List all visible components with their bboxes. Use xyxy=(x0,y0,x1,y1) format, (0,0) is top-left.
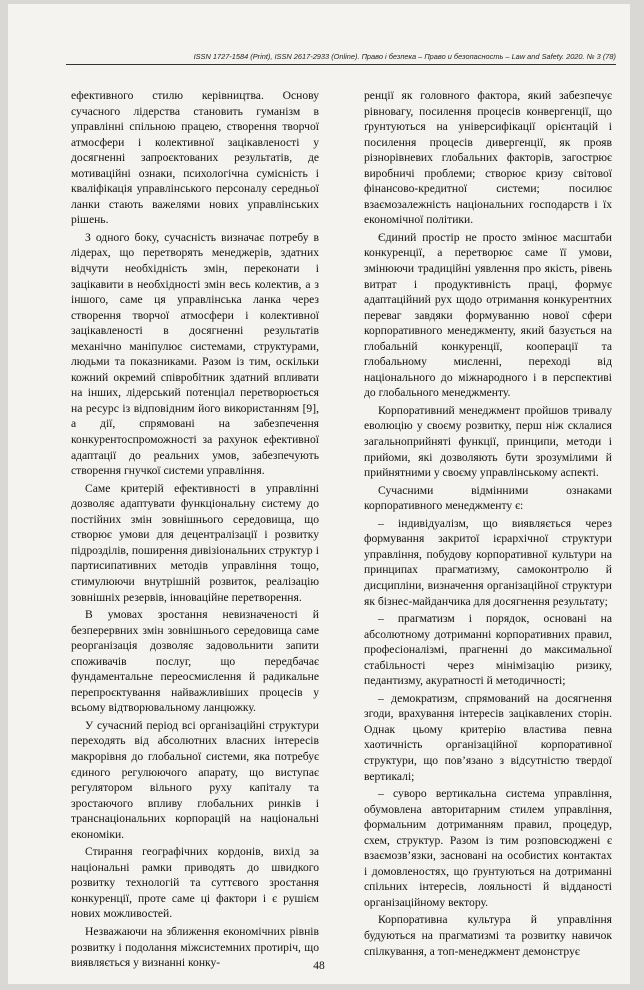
paragraph: Корпоративний менеджмент пройшов тривалу еволюцію у своєму розвитку, перш ніж склалися загальноприйняті функції, принципи, методи і прийоми, які дозволяють бути зрозумілими й прийнятними у своєму управлінському аспекті. xyxy=(364,403,612,480)
list-item: – демократизм, спрямований на досягнення згоди, врахування інтересів зацікавлених сторін. Однак цьому критерію властива певна хаотичність організаційної корпоративної структури, що пов’язано з відсутністю твердої вертикалі; xyxy=(364,691,612,783)
paragraph: Корпоративна культура й управління будуються на прагматизмі та розвитку навичок спілкування, а топ-менеджмент демонструє xyxy=(364,913,612,958)
paragraph: З одного боку, сучасність визначає потребу в лідерах, що перетворять менеджерів, здатних відчути необхідність змін, переконати і зацікавити в необхідності змін весь колектив, а з іншого, саме ця управлінська ланка через створення творчої атмосфери і колективної зацікавленості в досягненні результатів механічно маніпулює системами, структурами, людьми та показниками. Разом із тим, оскільки кожний окремий співробітник здатний впливати на інших, лідерський потенціал перетворюється на ресурс із відповідним його використанням [9], а дії, спрямовані на забезпечення конкурентоспроможності за рахунок ефективної адаптації до реальних умов, забезпечують створення гнучкої системи управління. xyxy=(71,230,319,478)
paragraph: Незважаючи на зближення економічних рівнів розвитку і подолання міжсистемних протиріч, що виявляється у визнанні конку- xyxy=(71,924,319,970)
paragraph: В умовах зростання невизначеності й безперервних змін зовнішнього середовища саме реорганізація дозволяє задовольнити запити споживачів послуг, що передбачає фундаментальне переосмислення й радикальне перепроєктування найважливіших процесів у всьому відтворювальному ланцюжку. xyxy=(71,608,319,715)
right-column xyxy=(364,88,612,961)
list-item: – індивідуалізм, що виявляється через формування закритої ієрархічної структури управління, побудову корпоративної культури на принципах прагматизму, самоконтролю й дисципліни, визначення організаційної структури як бізнес-майданчика для досягнення результату; xyxy=(364,516,612,608)
left-column xyxy=(71,88,319,973)
paragraph: Саме критерій ефективності в управлінні дозволяє адаптувати функціональну систему до постійних змін зовнішнього середовища, що створює умови для децентралізації і розвитку підрозділів, поширення дивізіональних структур і партисипативних методів управління тощо, стимулюючи внутрішній розвиток, реалізацію зовнішніх резервів, інноваційне перетворення. xyxy=(71,481,319,604)
paragraph: ефективного стилю керівництва. Основу сучасного лідерства становить гуманізм в управлінні спільною працею, створення творчої атмосфери і колективної зацікавленості у досягненні запроєктованих результатів, де мотиваційні ознаки, психологічна сумісність і кваліфікація управлінського персоналу середньої ланки стають важелями нових управлінських рішень. xyxy=(71,89,319,227)
paragraph: ренції як головного фактора, який забезпечує рівновагу, посилення процесів конвергенції, що ґрунтуються на універсифікації орієнтацій і посилення процесів дивергенції, як прояв різнорівневих глобальних факторів, загострює виробничі проблеми; створює кризу світової фінансово-кредитної системи; посилює взаємозалежність національних господарств і їх економічної політики. xyxy=(364,89,612,227)
paragraph: Сучасними відмінними ознаками корпоративного менеджменту є: xyxy=(364,483,612,513)
journal-page xyxy=(8,4,630,984)
list-item: – прагматизм і порядок, основані на абсолютному дотриманні корпоративних правил, професіоналізмі, прагненні до максимальної стабільності через мінімізацію ризику, педантизму, акуратності й методичності; xyxy=(364,612,612,688)
list-item: – суворо вертикальна система управління, обумовлена авторитарним стилем управління, формальним дотриманням правил, процедур, схем, структур. Разом із тим розповсюджені є взаємозв’язки, засновані на особистих контактах і домовленостях, що ґрунтуються на дотриманні спільних інтересів, лояльності й відданості організаційному вектору. xyxy=(364,787,612,909)
paragraph: Єдиний простір не просто змінює масштаби конкуренції, а перетворює саме її умови, змінюючи традиційні уявлення про якість, рівень витрат і продуктивність праці, формує адаптаційний рух щодо отримання конкурентних переваг завдяки формуванню нової сфери корпоративного менеджменту, який базується на глобальній конкуренції, кооперації та глобальному мисленні, переході від національного до міжнародного і в перспективі до глобального менеджменту. xyxy=(364,230,612,400)
page-number: 48 xyxy=(313,960,325,972)
paragraph: Стирання географічних кордонів, вихід за національні рамки приводять до швидкого розвитку технологій та суттєвого зростання конкуренції, проте саме ці фактори і є рушієм нових можливостей. xyxy=(71,845,319,921)
running-header: ISSN 1727-1584 (Print), ISSN 2617-2933 (Online). Право і безпека – Право и безопасность – Law and Safety. 2020. № 3 (78) xyxy=(66,52,616,65)
paragraph: У сучасний період всі організаційні структури переходять від абсолютних власних інтересів макрорівня до глобальної системи, яка потребує єдиного регулюючого апарату, що виступає регулятором вільного руху капіталу та зростаючого впливу глобальних ринків і транснаціональних корпорацій на національні економіки. xyxy=(71,718,319,841)
